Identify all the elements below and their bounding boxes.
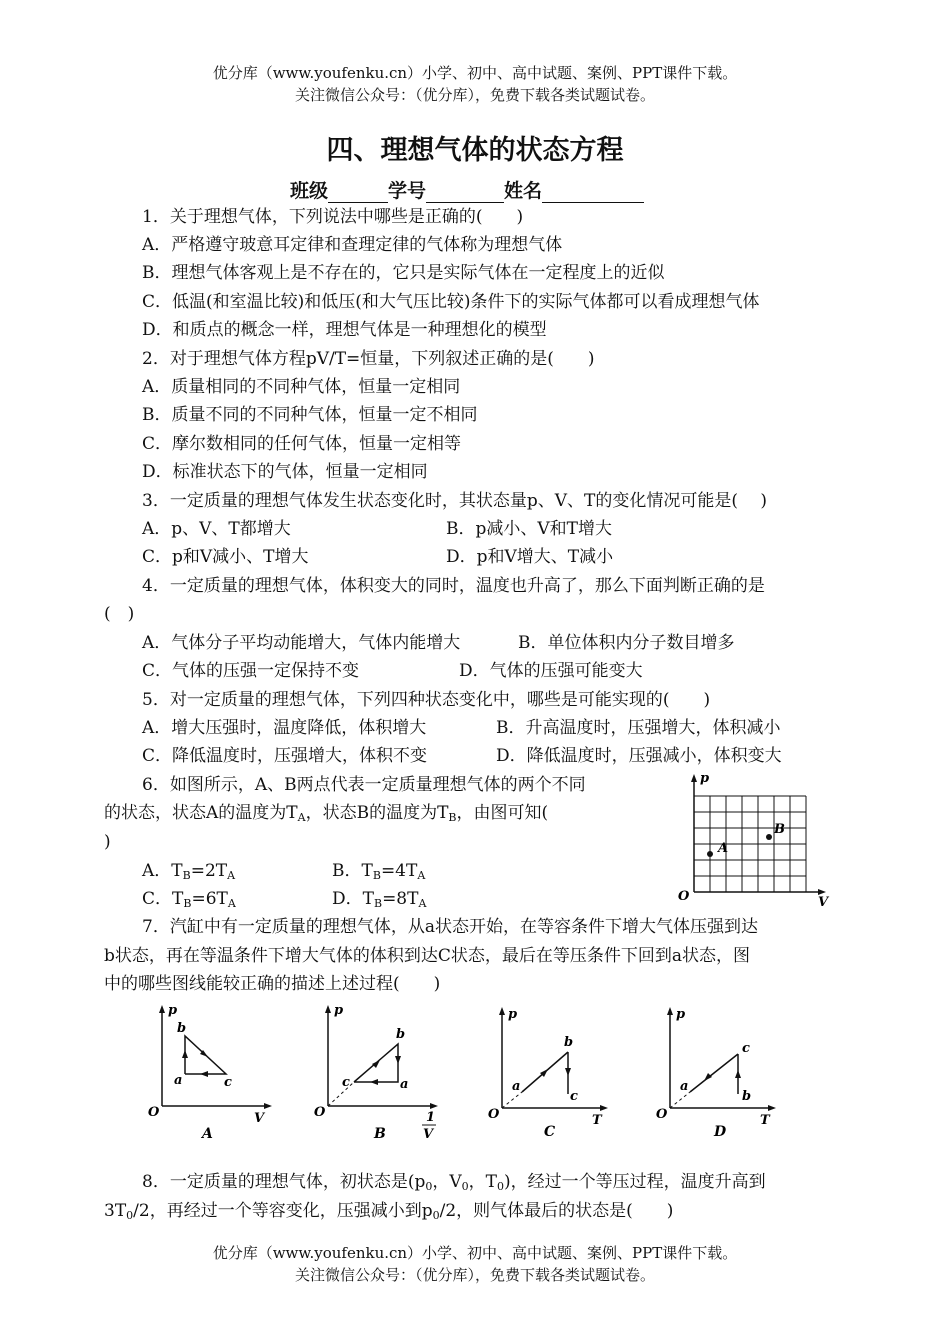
class-label: 班级 [290,180,329,202]
sub-b: B [373,897,383,910]
q8-l2-part-c: /2，则气体最后的状态是( ) [439,1201,674,1221]
number-blank [426,182,504,203]
q6-pv-graph [672,766,837,908]
graph-b-p-arrow [325,1005,331,1013]
q6-p-label: p [700,771,710,786]
q7-graph-d [648,1000,788,1146]
q6-v-label: V [818,895,829,908]
header-line-2: 关注微信公众号：（优分库），免费下载各类试题试卷。 [294,86,655,104]
q6-a-label: A．T [142,861,183,881]
q6-b-label: B．T [332,861,373,881]
q5-option-a: A．增大压强时，温度降低，体积增大 [142,718,427,738]
graph-c-p-arrow [499,1007,505,1015]
q1-option-b: B．理想气体客观上是不存在的，它只是实际气体在一定程度上的近似 [142,263,665,283]
sub-0: 0 [126,1209,134,1222]
q3-option-b: B．p减小、V和T增大 [446,519,612,539]
sub-0: 0 [461,1180,469,1193]
graph-d-line-ac [690,1054,738,1092]
q8-line-1 [142,1171,766,1198]
q5-option-b: B．升高温度时，压强增大，体积减小 [496,718,781,738]
sub-b: B [448,811,457,824]
q3-option-c: C．p和V减小、T增大 [142,547,309,567]
q2-option-a: A．质量相同的不同种气体，恒量一定相同 [142,377,461,397]
footer-line-1: 优分库（www.youfenku.cn）小学、初中、高中试题、案例、PPT课件下载。 [212,1244,738,1262]
q6-d-eq: =8T [382,889,419,909]
q8-l1-part-a: 8．一定质量的理想气体，初状态是(p [142,1172,426,1192]
q4-stem: 4．一定质量的理想气体，体积变大的同时，温度也升高了，那么下面判断正确的是 [142,576,765,596]
q4-stem-bracket: ( ) [104,604,135,624]
q6-origin-label: O [678,889,690,904]
sub-a: A [227,897,236,910]
graph-c-point-b: b [564,1035,574,1050]
q6-option-d [332,888,426,915]
graph-a-caption: A [202,1126,213,1142]
graph-b-dashed [328,1082,354,1106]
q6-stem-line-3: ) [104,832,111,852]
q3-stem: 3．一定质量的理想气体发生状态变化时，其状态量p、V、T的变化情况可能是( ) [142,491,767,511]
q5-option-c: C．降低温度时，压强增大，体积不变 [142,746,428,766]
graph-c-point-c: c [570,1089,578,1104]
footer-line-2: 关注微信公众号：（优分库），免费下载各类试题试卷。 [294,1266,655,1284]
graph-b-x-den: V [423,1127,434,1142]
graph-a-point-a: a [174,1073,183,1088]
q7-line-3: 中的哪些图线能较正确的描述上述过程( ) [104,974,441,994]
graph-d-t-arrow [768,1105,776,1111]
q5-option-d: D．降低温度时，压强减小，体积变大 [496,746,782,766]
graph-d-dashed [670,1092,690,1108]
q1-option-a: A．严格遵守玻意耳定律和查理定律的气体称为理想气体 [142,235,563,255]
q2-option-b: B．质量不同的不同种气体，恒量一定不相同 [142,405,478,425]
graph-b-origin: O [314,1105,326,1120]
q2-stem: 2．对于理想气体方程pV/T=恒量，下列叙述正确的是( ) [142,349,595,369]
q1-option-d: D．和质点的概念一样，理想气体是一种理想化的模型 [142,320,547,340]
q8-line-2 [104,1200,673,1227]
graph-b-x-arrow [430,1103,438,1109]
q4-option-c: C．气体的压强一定保持不变 [142,661,360,681]
q6-option-a [142,860,235,887]
q6-stem-part-a: 的状态，状态A的温度为T [104,803,298,823]
q6-stem-part-c: ，由图可知( [456,803,549,823]
page-title: 四、理想气体的状态方程 [326,135,624,166]
name-blank [542,182,644,203]
graph-b-point-b: b [396,1027,406,1042]
q6-stem-line-1: 6．如图所示，A、B两点代表一定质量理想气体的两个不同 [142,775,586,795]
q8-l1-part-c: ，T [468,1172,497,1192]
q6-b-label: B [774,822,785,837]
graph-c-dashed [502,1092,522,1108]
graph-d-p-arrow [667,1007,673,1015]
graph-c-t-arrow [600,1105,608,1111]
q6-d-label: D．T [332,889,374,909]
q6-stem-line-2 [104,802,548,829]
q3-option-a: A．p、V、T都增大 [142,519,291,539]
q7-graph-c [480,1000,620,1146]
q6-grid [694,796,806,892]
q5-stem: 5．对一定质量的理想气体，下列四种状态变化中，哪些是可能实现的( ) [142,690,711,710]
graph-a-arrow-ab [182,1050,188,1058]
sub-0: 0 [425,1180,433,1193]
q7-line-1: 7．汽缸中有一定质量的理想气体，从a状态开始，在等容条件下增大气体压强到达 [142,917,758,937]
sub-0: 0 [432,1209,440,1222]
q4-option-a: A．气体分子平均动能增大，气体内能增大 [142,633,461,653]
sub-a: A [297,811,306,824]
graph-d-t-label: T [760,1113,770,1128]
graph-c-caption: C [544,1124,556,1140]
graph-b-arrow-ba [395,1056,401,1064]
graph-d-point-c: c [742,1041,750,1056]
q6-point-a [707,851,713,857]
graph-b-arrow-ac [370,1079,378,1085]
graph-d-arrow-bc [735,1070,741,1078]
q1-option-c: C．低温(和室温比较)和低压(和大气压比较)条件下的实际气体都可以看成理想气体 [142,292,760,312]
graph-b-point-a: a [400,1077,409,1092]
class-blank [328,182,388,203]
q2-option-d: D．标准状态下的气体，恒量一定相同 [142,462,428,482]
sub-a: A [418,897,427,910]
graph-c-origin: O [488,1107,500,1122]
q6-c-label: C．T [142,889,184,909]
number-label: 学号 [388,180,427,202]
graph-a-v-label: V [254,1111,265,1126]
q3-option-d: D．p和V增大、T减小 [446,547,614,567]
header-line-1: 优分库（www.youfenku.cn）小学、初中、高中试题、案例、PPT课件下载。 [212,64,738,82]
q6-option-c [142,888,236,915]
graph-c-t-label: T [592,1113,602,1128]
sub-a: A [417,869,426,882]
q2-option-c: C．摩尔数相同的任何气体，恒量一定相等 [142,434,462,454]
q8-l1-part-d: )，经过一个等压过程，温度升高到 [503,1172,766,1192]
graph-a-p-arrow [159,1005,165,1013]
q6-stem-part-b: ，状态B的温度为T [305,803,449,823]
sub-a: A [227,869,236,882]
name-label: 姓名 [504,180,543,202]
q4-option-b: B．单位体积内分子数目增多 [518,633,735,653]
sub-b: B [183,897,192,910]
sub-b: B [372,869,381,882]
graph-b-caption: B [374,1126,386,1142]
graph-b-point-c: c [342,1075,350,1090]
q8-l2-part-b: /2，再经过一个等容变化，压强减小到p [133,1201,433,1221]
q6-a-label: A [718,841,729,856]
graph-d-arrow-ca [704,1073,712,1081]
graph-d-p-label: p [676,1007,686,1022]
q8-l2-part-a: 3T [104,1201,127,1221]
graph-d-origin: O [656,1107,668,1122]
graph-a-point-b: b [177,1021,187,1036]
q7-line-2: b状态，再在等温条件下增大气体的体积到达C状态，最后在等压条件下回到a状态，图 [104,946,751,966]
graph-d-point-b: b [742,1089,752,1104]
graph-b-p-label: p [334,1003,344,1018]
graph-a-v-arrow [264,1103,272,1109]
q7-graph-a [140,998,280,1146]
graph-a-arrow-ca [200,1071,208,1077]
q6-p-arrow [691,774,697,782]
graph-a-p-label: p [168,1003,178,1018]
q4-option-d: D．气体的压强可能变大 [459,661,643,681]
graph-c-point-a: a [512,1079,521,1094]
graph-b-arrow-cb [372,1060,380,1068]
q1-stem: 1．关于理想气体，下列说法中哪些是正确的( ) [142,207,524,227]
sub-0: 0 [496,1180,504,1193]
graph-b-x-num: 1 [426,1110,436,1125]
q6-c-eq: =6T [191,889,228,909]
graph-c-p-label: p [508,1007,518,1022]
q6-point-b [766,834,772,840]
q6-a-eq: =2T [190,861,228,881]
graph-c-arrow-bc [565,1068,571,1076]
graph-a-origin: O [148,1105,160,1120]
student-info [290,176,644,203]
q6-option-b [332,860,425,887]
graph-d-point-a: a [680,1079,689,1094]
q8-l1-part-b: ，V [432,1172,462,1192]
graph-a-point-c: c [224,1075,232,1090]
graph-d-caption: D [714,1124,727,1140]
sub-b: B [182,869,191,882]
q7-graph-b [306,998,456,1146]
q6-b-eq: =4T [380,861,418,881]
